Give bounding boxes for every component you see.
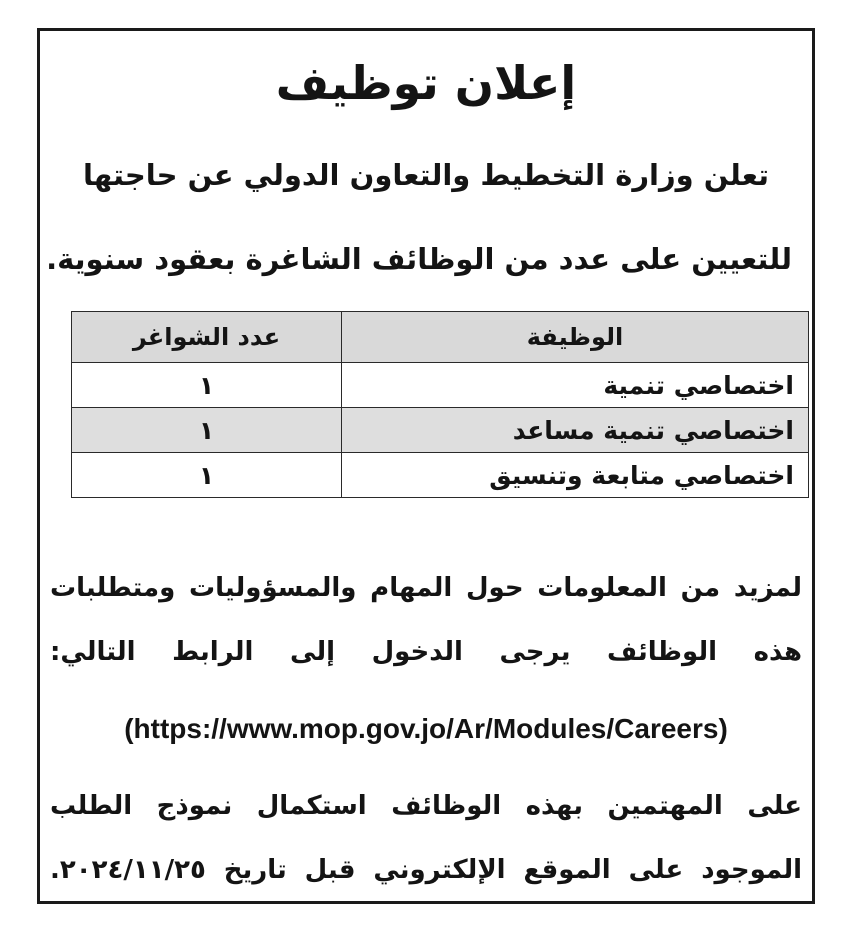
job-title-cell: اختصاصي متابعة وتنسيق — [342, 453, 809, 498]
info-line-2: هذه الوظائف يرجى الدخول إلى الرابط التالي: — [50, 637, 802, 667]
vacancies-table — [71, 311, 809, 498]
header-vacancy-count: عدد الشواغر — [72, 312, 342, 363]
header-job-title: الوظيفة — [342, 312, 809, 363]
info-line-4: على المهتمين بهذه الوظائف استكمال نموذج الطلب — [50, 791, 802, 821]
job-title-cell: اختصاصي تنمية مساعد — [342, 408, 809, 453]
table-row — [72, 453, 809, 498]
table-header-row — [72, 312, 809, 363]
intro-line-2: للتعيين على عدد من الوظائف الشاغرة بعقود سنوية. — [46, 242, 792, 276]
table-row — [72, 408, 809, 453]
job-title-cell: اختصاصي تنمية — [342, 363, 809, 408]
announcement-frame — [37, 28, 815, 904]
vacancy-count-cell: ١ — [72, 453, 342, 498]
table-row — [72, 363, 809, 408]
announcement-title: إعلان توظيف — [275, 56, 577, 110]
info-line-1: لمزيد من المعلومات حول المهام والمسؤوليات ومتطلبات — [50, 573, 802, 603]
vacancy-count-cell: ١ — [72, 408, 342, 453]
info-line-5: الموجود على الموقع الإلكتروني قبل تاريخ ٢٠٢٤/١١/٢٥. — [50, 855, 802, 885]
careers-link[interactable]: (https://www.mop.gov.jo/Ar/Modules/Careers) — [124, 713, 728, 744]
intro-line-1: تعلن وزارة التخطيط والتعاون الدولي عن حاجتها — [83, 158, 769, 192]
vacancy-count-cell: ١ — [72, 363, 342, 408]
